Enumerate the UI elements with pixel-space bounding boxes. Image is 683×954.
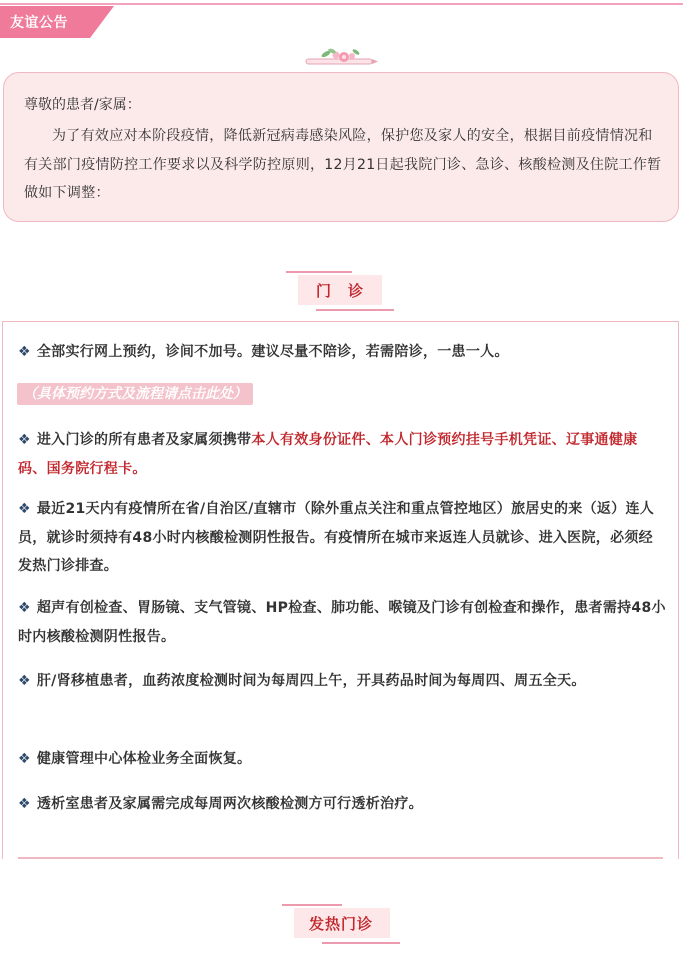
list-item [18, 665, 666, 697]
item-text: 健康管理中心体检业务全面恢复。 [36, 751, 252, 767]
title-bottom-line [322, 942, 400, 944]
top-rule [0, 3, 683, 5]
list-item [18, 594, 666, 652]
section-title-fever-clinic [282, 904, 400, 944]
item-text: 透析室患者及家属需完成每周两次核酸检测方可行透析治疗。 [36, 796, 423, 812]
diamond-bullet-icon: ❖ [18, 673, 31, 689]
item-text-highlight: 本人有效身份证件、本人门诊预约挂号手机凭证、辽事通健康码、国务院行程卡。 [18, 432, 638, 477]
section-title-outpatient-label: 门 诊 [315, 282, 364, 300]
title-top-line [282, 904, 342, 906]
item-text: 最近21天内有疫情所在省/自治区/直辖市（除外重点关注和重点管控地区）旅居史的来（返）连人员，就诊时须持有48小时内核酸检测阴性报告。有疫情所在城市来返连人员就诊、进入医院，必须经发热门诊排查。 [18, 501, 655, 574]
list-item [18, 748, 666, 770]
announcement-tag [0, 6, 114, 38]
notice-greeting: 尊敬的患者/家属： [24, 97, 141, 113]
diamond-bullet-icon: ❖ [18, 600, 31, 616]
list-item [18, 426, 666, 484]
title-bottom-line [316, 309, 394, 311]
list-item [18, 495, 666, 581]
item-text: 超声有创检查、胃肠镜、支气管镜、HP检查、肺功能、喉镜及门诊有创检查和操作，患者需持48小时内核酸检测阴性报告。 [18, 600, 666, 645]
appointment-guide-link[interactable]: （具体预约方式及流程请点击此处） [17, 383, 253, 405]
list-item [18, 341, 666, 363]
diamond-bullet-icon: ❖ [18, 751, 31, 767]
section-title-outpatient [286, 271, 394, 311]
section-title-fever-clinic-label: 发热门诊 [308, 915, 373, 933]
item-text: 肝/肾移植患者，血药浓度检测时间为每周四上午，开具药品时间为每周四、周五全天。 [36, 673, 586, 689]
notice-body: 为了有效应对本阶段疫情，降低新冠病毒感染风险，保护您及家人的安全，根据目前疫情情况和有关部门疫情防控工作要求以及科学防控原则，12月21日起我院门诊、急诊、核酸检测及住院工作暂做如下调整： [24, 128, 662, 201]
title-top-line [286, 271, 352, 273]
diamond-bullet-icon: ❖ [18, 432, 31, 448]
diamond-bullet-icon: ❖ [18, 501, 31, 517]
floral-pen-icon [304, 48, 378, 70]
announcement-tag-label: 友谊公告 [10, 15, 68, 31]
list-item [18, 793, 666, 815]
notice-box [3, 72, 679, 222]
section-divider [18, 857, 663, 859]
diamond-bullet-icon: ❖ [18, 344, 31, 360]
item-text: 进入门诊的所有患者及家属须携带 [36, 432, 252, 448]
item-text: 全部实行网上预约，诊间不加号。建议尽量不陪诊，若需陪诊，一患一人。 [36, 344, 509, 360]
diamond-bullet-icon: ❖ [18, 796, 31, 812]
